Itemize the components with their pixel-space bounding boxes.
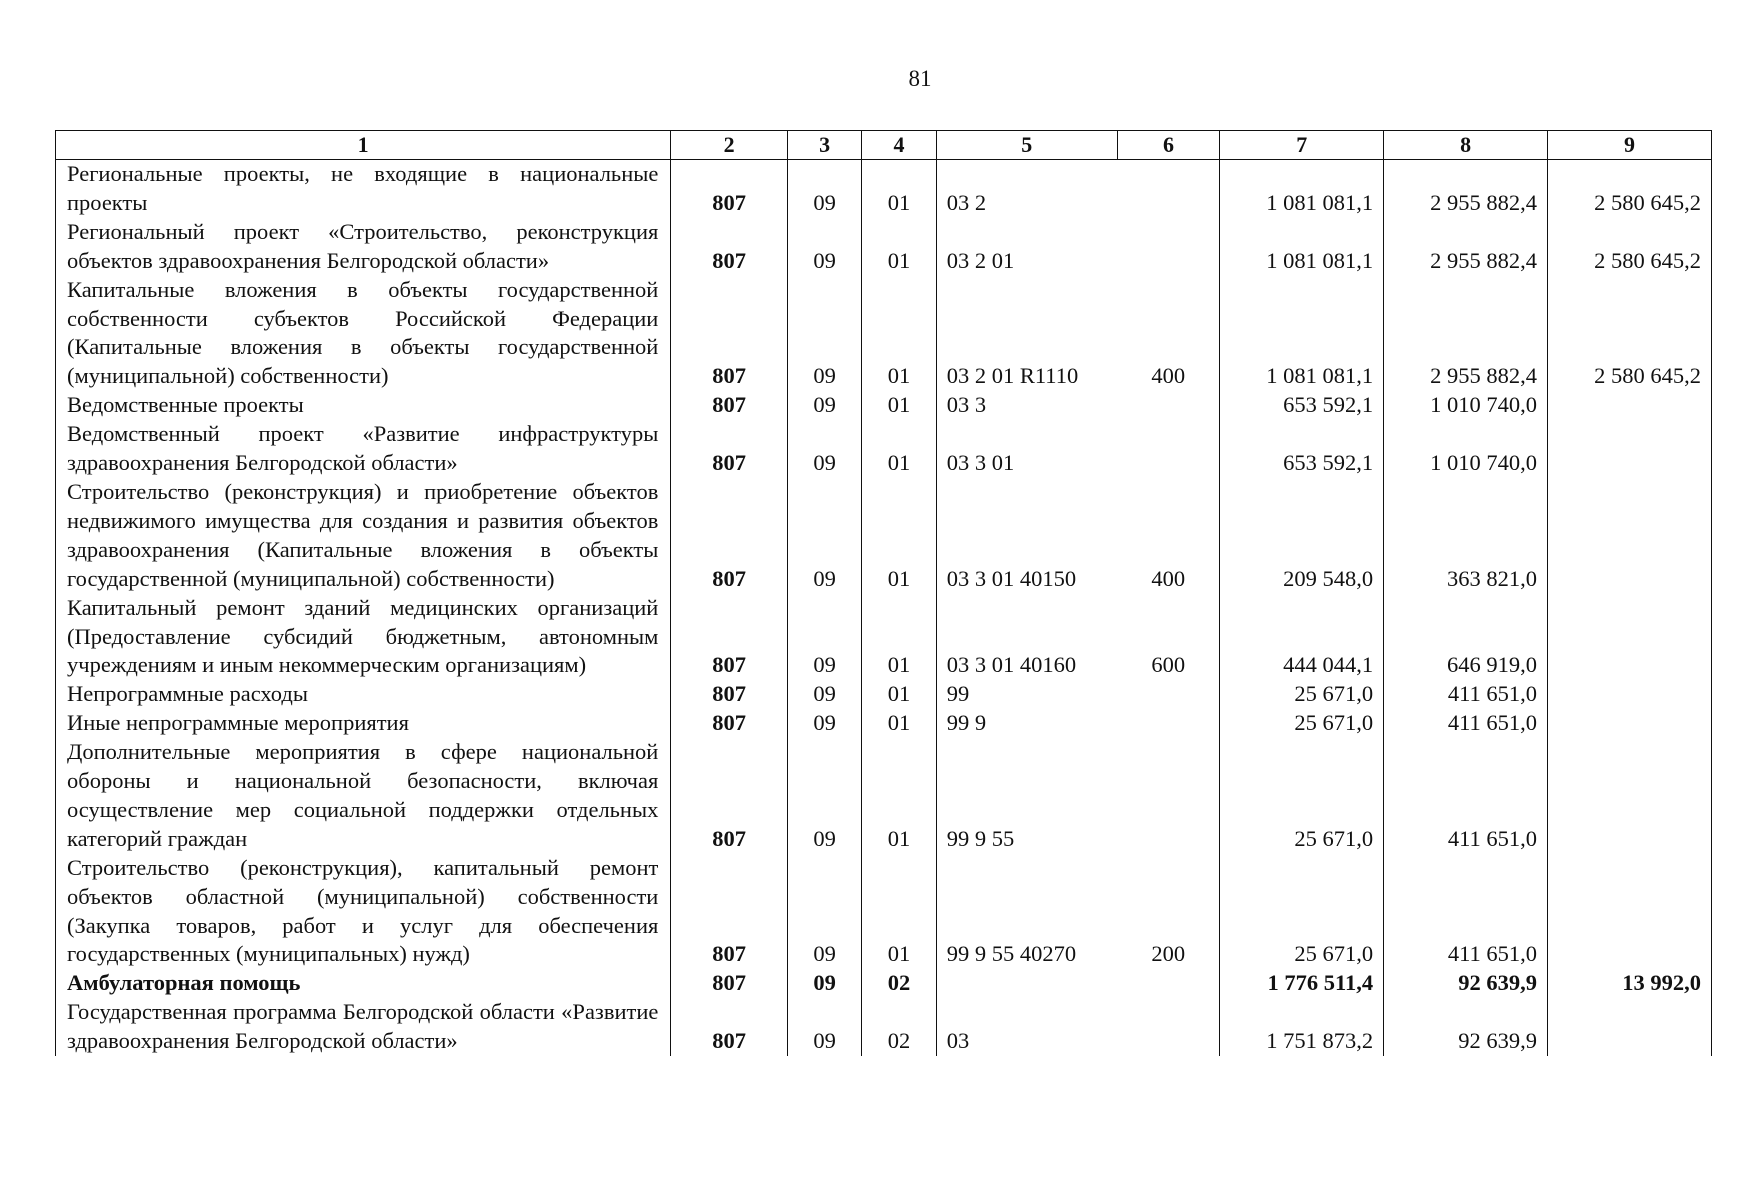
row-grbs-code: 807 bbox=[671, 478, 788, 594]
row-name: Капитальные вложения в объекты государственной собственности субъектов Российской Федерации (Капитальные вложения в объекты государственной (муниципальной) собственности) bbox=[56, 276, 671, 392]
row-value-col-8: 411 651,0 bbox=[1384, 854, 1548, 970]
row-subsection-code: 01 bbox=[862, 420, 936, 478]
row-value-col-7: 653 592,1 bbox=[1220, 391, 1384, 420]
row-value-col-8: 646 919,0 bbox=[1384, 594, 1548, 681]
row-value-col-7: 25 671,0 bbox=[1220, 738, 1384, 854]
row-value-col-9 bbox=[1548, 998, 1712, 1056]
table-row bbox=[56, 420, 1712, 478]
table-body bbox=[56, 160, 1712, 1057]
row-grbs-code: 807 bbox=[671, 709, 788, 738]
row-subsection-code: 01 bbox=[862, 738, 936, 854]
table-row bbox=[56, 276, 1712, 392]
row-expense-type-code bbox=[1117, 160, 1220, 218]
row-expense-type-code: 400 bbox=[1117, 276, 1220, 392]
row-name: Иные непрограммные мероприятия bbox=[56, 709, 671, 738]
header-col-2: 2 bbox=[671, 131, 788, 160]
row-subsection-code: 01 bbox=[862, 478, 936, 594]
row-name: Дополнительные мероприятия в сфере национальной обороны и национальной безопасности, включая осуществление мер социальной поддержки отдельных категорий граждан bbox=[56, 738, 671, 854]
row-name: Ведомственные проекты bbox=[56, 391, 671, 420]
row-target-article-code: 99 9 bbox=[936, 709, 1117, 738]
page-number: 81 bbox=[908, 66, 932, 91]
row-expense-type-code: 400 bbox=[1117, 478, 1220, 594]
row-name: Региональные проекты, не входящие в национальные проекты bbox=[56, 160, 671, 218]
table-row bbox=[56, 594, 1712, 681]
row-subsection-code: 01 bbox=[862, 391, 936, 420]
row-section-code: 09 bbox=[787, 680, 861, 709]
row-expense-type-code bbox=[1117, 218, 1220, 276]
header-row bbox=[56, 131, 1712, 160]
table-row bbox=[56, 218, 1712, 276]
row-value-col-9 bbox=[1548, 420, 1712, 478]
row-value-col-7: 1 776 511,4 bbox=[1220, 969, 1384, 998]
row-value-col-7: 1 081 081,1 bbox=[1220, 276, 1384, 392]
row-grbs-code: 807 bbox=[671, 680, 788, 709]
row-expense-type-code: 200 bbox=[1117, 854, 1220, 970]
row-value-col-8: 92 639,9 bbox=[1384, 969, 1548, 998]
budget-table bbox=[55, 130, 1712, 1056]
row-name: Строительство (реконструкция), капитальный ремонт объектов областной (муниципальной) собственности (Закупка товаров, работ и услуг для обеспечения государственных (муниципальных) нужд) bbox=[56, 854, 671, 970]
row-section-code: 09 bbox=[787, 160, 861, 218]
row-grbs-code: 807 bbox=[671, 218, 788, 276]
row-subsection-code: 01 bbox=[862, 218, 936, 276]
row-section-code: 09 bbox=[787, 738, 861, 854]
row-value-col-8: 411 651,0 bbox=[1384, 738, 1548, 854]
header-col-3: 3 bbox=[787, 131, 861, 160]
row-value-col-7: 1 751 873,2 bbox=[1220, 998, 1384, 1056]
header-col-4: 4 bbox=[862, 131, 936, 160]
row-section-code: 09 bbox=[787, 218, 861, 276]
row-section-code: 09 bbox=[787, 478, 861, 594]
row-target-article-code: 03 bbox=[936, 998, 1117, 1056]
row-target-article-code: 03 3 01 40150 bbox=[936, 478, 1117, 594]
row-expense-type-code bbox=[1117, 680, 1220, 709]
table-row bbox=[56, 680, 1712, 709]
row-name: Непрограммные расходы bbox=[56, 680, 671, 709]
row-value-col-9: 2 580 645,2 bbox=[1548, 160, 1712, 218]
row-name: Государственная программа Белгородской области «Развитие здравоохранения Белгородской области» bbox=[56, 998, 671, 1056]
row-expense-type-code bbox=[1117, 391, 1220, 420]
header-col-8: 8 bbox=[1384, 131, 1548, 160]
row-target-article-code: 99 bbox=[936, 680, 1117, 709]
row-value-col-9 bbox=[1548, 478, 1712, 594]
row-grbs-code: 807 bbox=[671, 594, 788, 681]
table-row bbox=[56, 391, 1712, 420]
row-value-col-7: 444 044,1 bbox=[1220, 594, 1384, 681]
row-value-col-8: 363 821,0 bbox=[1384, 478, 1548, 594]
table-row bbox=[56, 969, 1712, 998]
header-col-9: 9 bbox=[1548, 131, 1712, 160]
row-subsection-code: 01 bbox=[862, 160, 936, 218]
row-expense-type-code: 600 bbox=[1117, 594, 1220, 681]
row-grbs-code: 807 bbox=[671, 998, 788, 1056]
row-value-col-9: 13 992,0 bbox=[1548, 969, 1712, 998]
row-expense-type-code bbox=[1117, 998, 1220, 1056]
row-value-col-9: 2 580 645,2 bbox=[1548, 218, 1712, 276]
row-value-col-9: 2 580 645,2 bbox=[1548, 276, 1712, 392]
table-row bbox=[56, 854, 1712, 970]
row-target-article-code: 99 9 55 40270 bbox=[936, 854, 1117, 970]
table-row bbox=[56, 738, 1712, 854]
row-grbs-code: 807 bbox=[671, 969, 788, 998]
row-grbs-code: 807 bbox=[671, 276, 788, 392]
row-subsection-code: 01 bbox=[862, 594, 936, 681]
row-grbs-code: 807 bbox=[671, 854, 788, 970]
row-subsection-code: 01 bbox=[862, 276, 936, 392]
table-row bbox=[56, 160, 1712, 218]
row-section-code: 09 bbox=[787, 276, 861, 392]
row-section-code: 09 bbox=[787, 854, 861, 970]
row-grbs-code: 807 bbox=[671, 160, 788, 218]
row-name: Строительство (реконструкция) и приобретение объектов недвижимого имущества для создания и развития объектов здравоохранения (Капитальные вложения в объекты государственной (муниципальной) собственности) bbox=[56, 478, 671, 594]
row-target-article-code bbox=[936, 969, 1117, 998]
row-value-col-9 bbox=[1548, 594, 1712, 681]
row-value-col-8: 2 955 882,4 bbox=[1384, 218, 1548, 276]
row-subsection-code: 01 bbox=[862, 709, 936, 738]
row-section-code: 09 bbox=[787, 998, 861, 1056]
row-value-col-8: 2 955 882,4 bbox=[1384, 160, 1548, 218]
row-value-col-8: 2 955 882,4 bbox=[1384, 276, 1548, 392]
row-target-article-code: 03 2 bbox=[936, 160, 1117, 218]
row-subsection-code: 01 bbox=[862, 680, 936, 709]
row-value-col-8: 411 651,0 bbox=[1384, 709, 1548, 738]
row-value-col-9 bbox=[1548, 680, 1712, 709]
row-expense-type-code bbox=[1117, 738, 1220, 854]
header-col-1: 1 bbox=[56, 131, 671, 160]
row-value-col-9 bbox=[1548, 738, 1712, 854]
row-subsection-code: 01 bbox=[862, 854, 936, 970]
row-grbs-code: 807 bbox=[671, 420, 788, 478]
table-header bbox=[56, 131, 1712, 160]
row-value-col-8: 1 010 740,0 bbox=[1384, 420, 1548, 478]
table-row bbox=[56, 998, 1712, 1056]
row-target-article-code: 03 2 01 bbox=[936, 218, 1117, 276]
row-name: Амбулаторная помощь bbox=[56, 969, 671, 998]
row-target-article-code: 03 3 01 bbox=[936, 420, 1117, 478]
row-value-col-8: 92 639,9 bbox=[1384, 998, 1548, 1056]
row-value-col-7: 25 671,0 bbox=[1220, 709, 1384, 738]
row-value-col-7: 25 671,0 bbox=[1220, 854, 1384, 970]
row-value-col-7: 1 081 081,1 bbox=[1220, 160, 1384, 218]
row-value-col-7: 1 081 081,1 bbox=[1220, 218, 1384, 276]
row-section-code: 09 bbox=[787, 709, 861, 738]
row-target-article-code: 03 2 01 R1110 bbox=[936, 276, 1117, 392]
header-col-6: 6 bbox=[1117, 131, 1220, 160]
header-col-5: 5 bbox=[936, 131, 1117, 160]
row-section-code: 09 bbox=[787, 391, 861, 420]
row-subsection-code: 02 bbox=[862, 969, 936, 998]
table-row bbox=[56, 709, 1712, 738]
row-grbs-code: 807 bbox=[671, 738, 788, 854]
row-value-col-7: 25 671,0 bbox=[1220, 680, 1384, 709]
row-expense-type-code bbox=[1117, 420, 1220, 478]
row-value-col-7: 209 548,0 bbox=[1220, 478, 1384, 594]
row-value-col-8: 1 010 740,0 bbox=[1384, 391, 1548, 420]
row-name: Региональный проект «Строительство, реконструкция объектов здравоохранения Белгородской области» bbox=[56, 218, 671, 276]
row-expense-type-code bbox=[1117, 709, 1220, 738]
row-section-code: 09 bbox=[787, 420, 861, 478]
row-subsection-code: 02 bbox=[862, 998, 936, 1056]
row-value-col-9 bbox=[1548, 854, 1712, 970]
row-section-code: 09 bbox=[787, 594, 861, 681]
header-col-7: 7 bbox=[1220, 131, 1384, 160]
row-section-code: 09 bbox=[787, 969, 861, 998]
row-value-col-7: 653 592,1 bbox=[1220, 420, 1384, 478]
table-row bbox=[56, 478, 1712, 594]
row-name: Капитальный ремонт зданий медицинских организаций (Предоставление субсидий бюджетным, автономным учреждениям и иным некоммерческим организациям) bbox=[56, 594, 671, 681]
row-value-col-9 bbox=[1548, 391, 1712, 420]
row-target-article-code: 99 9 55 bbox=[936, 738, 1117, 854]
row-name: Ведомственный проект «Развитие инфраструктуры здравоохранения Белгородской области» bbox=[56, 420, 671, 478]
row-grbs-code: 807 bbox=[671, 391, 788, 420]
row-target-article-code: 03 3 bbox=[936, 391, 1117, 420]
row-value-col-9 bbox=[1548, 709, 1712, 738]
row-value-col-8: 411 651,0 bbox=[1384, 680, 1548, 709]
row-expense-type-code bbox=[1117, 969, 1220, 998]
row-target-article-code: 03 3 01 40160 bbox=[936, 594, 1117, 681]
